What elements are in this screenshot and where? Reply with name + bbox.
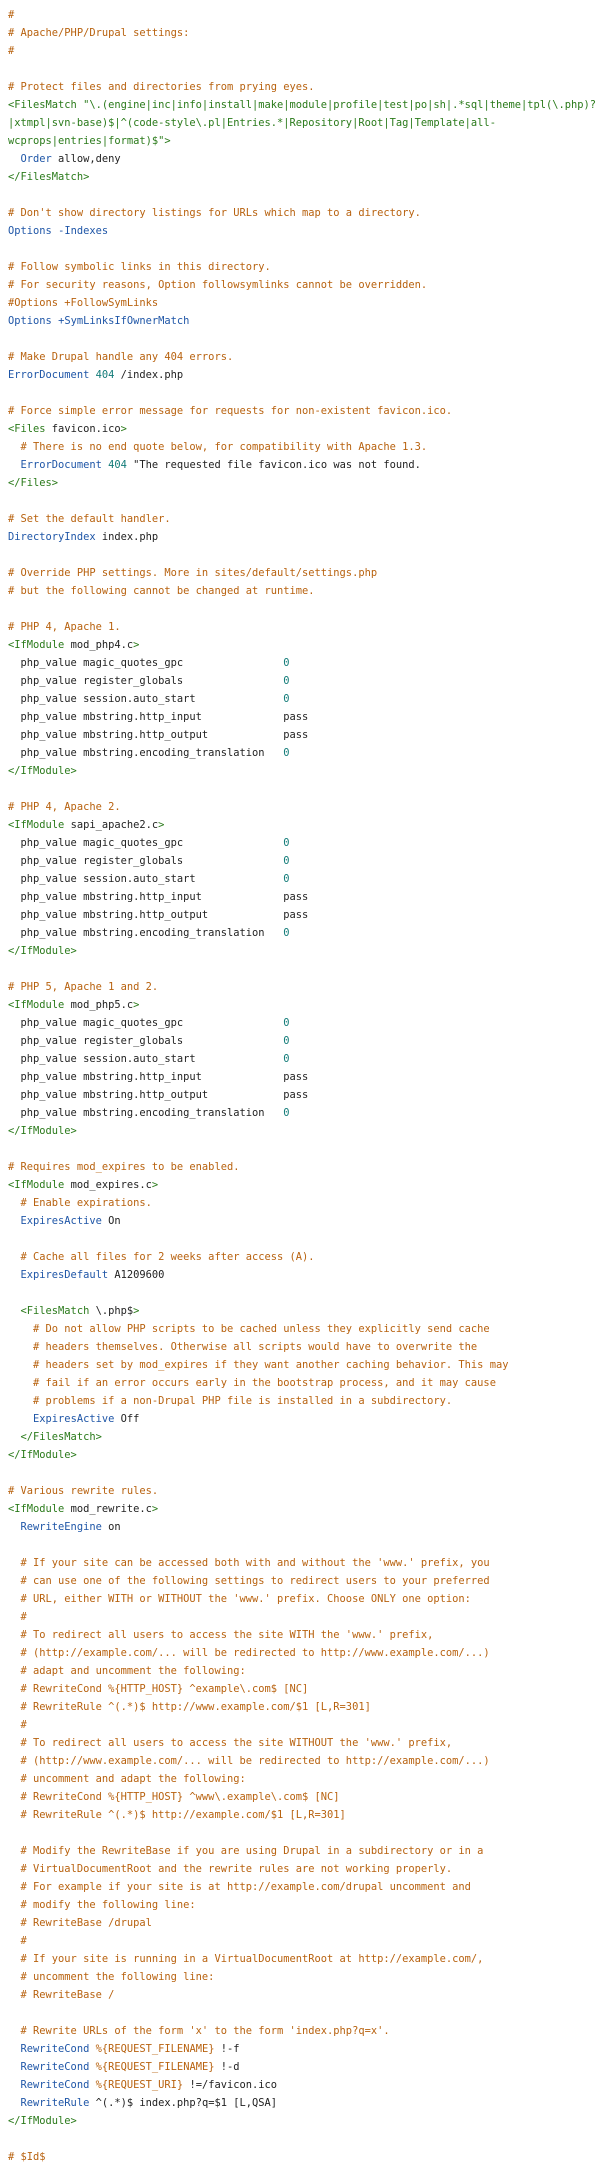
- number-token: 404: [108, 459, 127, 471]
- code-line: [8, 150, 592, 168]
- code-line: [8, 1878, 592, 1896]
- text-token: mod_php4.c: [64, 639, 134, 651]
- text-token: [8, 1269, 21, 1281]
- code-line: [8, 1266, 592, 1284]
- code-line: [8, 1050, 592, 1068]
- code-line: [8, 384, 592, 402]
- tag-token: >: [133, 639, 140, 651]
- code-line: [8, 1392, 592, 1410]
- code-line: [8, 2076, 592, 2094]
- code-line: [8, 1788, 592, 1806]
- code-line: [8, 690, 592, 708]
- code-line: [8, 78, 592, 96]
- text-token: on: [101, 1521, 121, 1533]
- comment-token: # Requires mod_expires to be enabled.: [8, 1161, 240, 1173]
- comment-token: # PHP 5, Apache 1 and 2.: [8, 981, 159, 993]
- comment-token: # Force simple error message for requests for non-existent favicon.ico.: [8, 405, 453, 417]
- text-token: index.php: [95, 531, 159, 543]
- text-token: [8, 2079, 21, 2091]
- comment-token: # PHP 4, Apache 2.: [8, 801, 121, 813]
- code-line: [8, 726, 592, 744]
- comment-token: # problems if a non-Drupal PHP file is installed in a subdirectory.: [8, 1395, 453, 1407]
- comment-token: # VirtualDocumentRoot and the rewrite rules are not working properly.: [8, 1863, 453, 1875]
- code-line: [8, 618, 592, 636]
- code-line: [8, 1374, 592, 1392]
- code-line: [8, 1680, 592, 1698]
- code-line: [8, 1500, 592, 1518]
- number-token: 0: [283, 1107, 290, 1119]
- code-line: [8, 1194, 592, 1212]
- tag-token: >: [151, 1179, 159, 1191]
- comment-token: # Don't show directory listings for URLs which map to a directory.: [8, 207, 421, 219]
- tag-token: "\.(engine|inc|info|install|make|module|profile|test|po|sh|.*sql|theme|tpl(\.php)?: [83, 99, 597, 111]
- comment-token: # but the following cannot be changed at runtime.: [8, 585, 315, 597]
- text-token: "The requested file favicon.ico was not found.: [126, 459, 421, 471]
- code-line: [8, 1284, 592, 1302]
- text-token: mod_rewrite.c: [64, 1503, 152, 1515]
- code-line: [8, 672, 592, 690]
- comment-token: # uncomment the following line:: [8, 1971, 215, 1983]
- code-line: [8, 492, 592, 510]
- comment-token: # headers themselves. Otherwise all scripts would have to overwrite the: [8, 1341, 478, 1353]
- tag-token: </IfModule>: [8, 1125, 77, 1137]
- keyword-token: RewriteCond: [20, 2061, 90, 2073]
- code-line: [8, 1446, 592, 1464]
- code-line: [8, 546, 592, 564]
- code-line: [8, 1212, 592, 1230]
- code-line: [8, 1086, 592, 1104]
- code-line: [8, 240, 592, 258]
- code-line: [8, 780, 592, 798]
- code-line: [8, 762, 592, 780]
- tag-token: <FilesMatch: [8, 99, 84, 111]
- tag-token: <FilesMatch: [20, 1305, 90, 1317]
- code-line: [8, 1032, 592, 1050]
- text-token: php_value session.auto_start: [8, 693, 284, 705]
- text-token: Off: [114, 1413, 140, 1425]
- text-token: !-d: [214, 2061, 240, 2073]
- code-line: [8, 600, 592, 618]
- keyword-token: RewriteCond: [20, 2043, 90, 2055]
- comment-token: # Set the default handler.: [8, 513, 171, 525]
- code-line: [8, 1140, 592, 1158]
- text-token: php_value mbstring.http_input pass: [8, 1071, 309, 1083]
- comment-token: # uncomment and adapt the following:: [8, 1773, 246, 1785]
- comment-token: #: [8, 1935, 27, 1947]
- comment-token: # can use one of the following settings to redirect users to your preferred: [8, 1575, 490, 1587]
- code-line: [8, 798, 592, 816]
- comment-token: # Cache all files for 2 weeks after access (A).: [8, 1251, 315, 1263]
- tag-token: </Files>: [8, 477, 59, 489]
- code-line: [8, 42, 592, 60]
- code-line: [8, 1914, 592, 1932]
- tag-token: </FilesMatch>: [20, 1431, 102, 1443]
- code-line: [8, 960, 592, 978]
- code-line: [8, 1248, 592, 1266]
- code-line: [8, 1932, 592, 1950]
- code-line: [8, 312, 592, 330]
- comment-token: # headers set by mod_expires if they want another caching behavior. This may: [8, 1359, 509, 1371]
- keyword-token: RewriteCond: [20, 2079, 90, 2091]
- comment-token: # Modify the RewriteBase if you are using Drupal in a subdirectory or in a: [8, 1845, 484, 1857]
- text-token: php_value mbstring.encoding_translation: [8, 747, 284, 759]
- comment-token: # modify the following line:: [8, 1899, 196, 1911]
- number-token: 0: [283, 873, 290, 885]
- text-token: [8, 1413, 33, 1425]
- code-line: [8, 96, 597, 114]
- code-line: [8, 654, 592, 672]
- code-line: [8, 1356, 592, 1374]
- code-line: [8, 1410, 592, 1428]
- tag-token: wcprops|entries|format)$">: [8, 135, 171, 147]
- comment-token: # Do not allow PHP scripts to be cached unless they explicitly send cache: [8, 1323, 490, 1335]
- text-token: php_value mbstring.http_output pass: [8, 1089, 309, 1101]
- comment-token: # RewriteRule ^(.*)$ http://example.com/$1 [L,R=301]: [8, 1809, 346, 1821]
- code-line: [8, 1230, 592, 1248]
- code-line: [8, 330, 592, 348]
- code-line: [8, 1158, 592, 1176]
- code-line: [8, 978, 592, 996]
- text-token: php_value magic_quotes_gpc: [8, 657, 284, 669]
- comment-token: # There is no end quote below, for compatibility with Apache 1.3.: [8, 441, 428, 453]
- keyword-token: ErrorDocument: [20, 459, 102, 471]
- tag-token: <Files: [8, 423, 46, 435]
- code-line: [8, 1752, 592, 1770]
- number-token: 0: [283, 657, 290, 669]
- code-line: [8, 528, 592, 546]
- text-token: php_value session.auto_start: [8, 873, 284, 885]
- keyword-token: Order: [20, 153, 52, 165]
- code-line: [8, 114, 592, 132]
- code-line: [8, 1968, 592, 1986]
- text-token: ^(.*)$ index.php?q=$1 [L,QSA]: [89, 2097, 278, 2109]
- code-line: [8, 510, 592, 528]
- code-line: [8, 1716, 592, 1734]
- tag-token: <IfModule: [8, 819, 65, 831]
- number-token: 0: [283, 1035, 290, 1047]
- text-token: [8, 1215, 21, 1227]
- comment-token: %{REQUEST_FILENAME}: [95, 2043, 215, 2055]
- code-line: [8, 1950, 592, 1968]
- text-token: [8, 2043, 21, 2055]
- number-token: 0: [283, 1017, 290, 1029]
- tag-token: </FilesMatch>: [8, 171, 90, 183]
- code-line: [8, 1122, 592, 1140]
- text-token: php_value mbstring.http_output pass: [8, 729, 309, 741]
- number-token: 0: [283, 837, 290, 849]
- comment-token: #: [8, 1611, 27, 1623]
- text-token: php_value mbstring.encoding_translation: [8, 927, 284, 939]
- tag-token: <IfModule: [8, 639, 65, 651]
- comment-token: # $Id$: [8, 2151, 46, 2163]
- code-line: [8, 402, 592, 420]
- text-token: php_value mbstring.http_input pass: [8, 711, 309, 723]
- comment-token: # adapt and uncomment the following:: [8, 1665, 246, 1677]
- comment-token: # For security reasons, Option followsymlinks cannot be overridden.: [8, 279, 428, 291]
- text-token: [8, 459, 21, 471]
- keyword-token: +SymLinksIfOwnerMatch: [58, 315, 190, 327]
- comment-token: # To redirect all users to access the site WITHOUT the 'www.' prefix,: [8, 1737, 453, 1749]
- comment-token: %{REQUEST_FILENAME}: [95, 2061, 215, 2073]
- text-token: [8, 153, 21, 165]
- tag-token: </IfModule>: [8, 765, 77, 777]
- text-token: [8, 2097, 21, 2109]
- number-token: 0: [283, 693, 290, 705]
- comment-token: # Make Drupal handle any 404 errors.: [8, 351, 234, 363]
- comment-token: # RewriteBase /drupal: [8, 1917, 152, 1929]
- code-line: [8, 1644, 592, 1662]
- code-line: [8, 1482, 592, 1500]
- code-line: [8, 1176, 592, 1194]
- keyword-token: ExpiresActive: [20, 1215, 102, 1227]
- code-line: [8, 1536, 592, 1554]
- text-token: On: [101, 1215, 121, 1227]
- code-line: [8, 204, 592, 222]
- code-line: [8, 258, 592, 276]
- text-token: php_value magic_quotes_gpc: [8, 837, 284, 849]
- code-line: [8, 1320, 592, 1338]
- text-token: /index.php: [114, 369, 184, 381]
- tag-token: </IfModule>: [8, 2115, 77, 2127]
- comment-token: # Enable expirations.: [8, 1197, 152, 1209]
- text-token: [8, 1521, 21, 1533]
- code-line: [8, 222, 592, 240]
- code-line: [8, 834, 592, 852]
- code-line: [8, 168, 592, 186]
- tag-token: <IfModule: [8, 1179, 65, 1191]
- code-line: [8, 2094, 592, 2112]
- comment-token: # PHP 4, Apache 1.: [8, 621, 121, 633]
- code-line: [8, 744, 592, 762]
- code-line: [8, 1014, 592, 1032]
- comment-token: # (http://www.example.com/... will be redirected to http://example.com/...): [8, 1755, 490, 1767]
- text-token: mod_php5.c: [64, 999, 134, 1011]
- comment-token: # Follow symbolic links in this directory.: [8, 261, 271, 273]
- number-token: 0: [283, 747, 290, 759]
- code-line: [8, 1842, 592, 1860]
- comment-token: # URL, either WITH or WITHOUT the 'www.' prefix. Choose ONLY one option:: [8, 1593, 471, 1605]
- comment-token: # For example if your site is at http://example.com/drupal uncomment and: [8, 1881, 471, 1893]
- comment-token: # RewriteCond %{HTTP_HOST} ^www\.example\.com$ [NC]: [8, 1791, 340, 1803]
- code-line: [8, 996, 592, 1014]
- code-line: [8, 294, 592, 312]
- code-line: [8, 276, 592, 294]
- code-line: [8, 1104, 592, 1122]
- code-line: [8, 870, 592, 888]
- tag-token: </IfModule>: [8, 1449, 77, 1461]
- comment-token: # fail if an error occurs early in the bootstrap process, and it may cause: [8, 1377, 496, 1389]
- tag-token: >: [133, 1305, 140, 1317]
- text-token: php_value mbstring.http_output pass: [8, 909, 309, 921]
- tag-token: |xtmpl|svn-base)$|^(code-style\.pl|Entries.*|Repository|Root|Tag|Template|all-: [8, 117, 496, 129]
- keyword-token: Options: [8, 225, 52, 237]
- code-line: [8, 2022, 592, 2040]
- comment-token: # To redirect all users to access the site WITH the 'www.' prefix,: [8, 1629, 434, 1641]
- code-line: [8, 474, 592, 492]
- code-line: [8, 2130, 592, 2148]
- code-line: [8, 1068, 592, 1086]
- comment-token: %{REQUEST_URI}: [95, 2079, 184, 2091]
- tag-token: >: [133, 999, 140, 1011]
- text-token: sapi_apache2.c: [64, 819, 159, 831]
- comment-token: # If your site is running in a VirtualDocumentRoot at http://example.com/,: [8, 1953, 484, 1965]
- keyword-token: Options: [8, 315, 52, 327]
- comment-token: # Various rewrite rules.: [8, 1485, 159, 1497]
- tag-token: <IfModule: [8, 999, 65, 1011]
- text-token: [8, 1305, 21, 1317]
- comment-token: # Override PHP settings. More in sites/default/settings.php: [8, 567, 378, 579]
- code-line: [8, 1698, 592, 1716]
- number-token: 0: [283, 675, 290, 687]
- text-token: php_value register_globals: [8, 675, 284, 687]
- comment-token: # Rewrite URLs of the form 'x' to the form 'index.php?q=x'.: [8, 2025, 390, 2037]
- code-line: [8, 1338, 592, 1356]
- text-token: php_value register_globals: [8, 1035, 284, 1047]
- comment-token: # Apache/PHP/Drupal settings:: [8, 27, 190, 39]
- keyword-token: -Indexes: [58, 225, 109, 237]
- text-token: \.php$: [89, 1305, 134, 1317]
- tag-token: >: [151, 1503, 159, 1515]
- code-line: [8, 6, 592, 24]
- code-line: [8, 2040, 592, 2058]
- code-line: [8, 1860, 592, 1878]
- comment-token: # (http://example.com/... will be redirected to http://www.example.com/...): [8, 1647, 490, 1659]
- code-line: [8, 1302, 592, 1320]
- text-token: !=/favicon.ico: [183, 2079, 278, 2091]
- comment-token: # If your site can be accessed both with and without the 'www.' prefix, you: [8, 1557, 490, 1569]
- text-token: php_value register_globals: [8, 855, 284, 867]
- code-line: [8, 564, 592, 582]
- code-line: [8, 438, 592, 456]
- code-line: [8, 1770, 592, 1788]
- code-line: [8, 1554, 592, 1572]
- code-line: [8, 924, 592, 942]
- code-line: [8, 1662, 592, 1680]
- code-line: [8, 132, 592, 150]
- code-line: [8, 1824, 592, 1842]
- comment-token: #Options +FollowSymLinks: [8, 297, 159, 309]
- number-token: 404: [95, 369, 115, 381]
- code-line: [8, 366, 592, 384]
- keyword-token: ExpiresActive: [33, 1413, 115, 1425]
- code-line: [8, 1428, 592, 1446]
- code-line: [8, 456, 592, 474]
- code-line: [8, 1806, 592, 1824]
- code-line: [8, 60, 592, 78]
- code-line: [8, 24, 592, 42]
- tag-token: >: [158, 819, 165, 831]
- text-token: [8, 2061, 21, 2073]
- tag-token: <IfModule: [8, 1503, 65, 1515]
- comment-token: #: [8, 9, 15, 21]
- text-token: [8, 1431, 21, 1443]
- code-line: [8, 906, 592, 924]
- code-line: [8, 1572, 592, 1590]
- code-line: [8, 2004, 592, 2022]
- text-token: php_value session.auto_start: [8, 1053, 284, 1065]
- text-token: php_value mbstring.http_input pass: [8, 891, 309, 903]
- code-line: [8, 2112, 592, 2130]
- tag-token: >: [120, 423, 127, 435]
- code-line: [8, 1734, 592, 1752]
- tag-token: </IfModule>: [8, 945, 77, 957]
- text-token: mod_expires.c: [64, 1179, 152, 1191]
- code-line: [8, 888, 592, 906]
- code-line: [8, 2148, 592, 2166]
- code-line: [8, 1464, 592, 1482]
- text-token: favicon.ico: [45, 423, 121, 435]
- code-line: [8, 852, 592, 870]
- comment-token: #: [8, 1719, 27, 1731]
- keyword-token: ExpiresDefault: [20, 1269, 109, 1281]
- comment-token: # RewriteRule ^(.*)$ http://www.example.com/$1 [L,R=301]: [8, 1701, 371, 1713]
- code-line: [8, 582, 592, 600]
- code-line: [8, 636, 592, 654]
- number-token: 0: [283, 927, 290, 939]
- keyword-token: RewriteEngine: [20, 1521, 102, 1533]
- number-token: 0: [283, 1053, 290, 1065]
- code-line: [8, 1590, 592, 1608]
- code-line: [8, 348, 592, 366]
- text-token: !-f: [214, 2043, 240, 2055]
- text-token: allow,deny: [51, 153, 121, 165]
- text-token: php_value magic_quotes_gpc: [8, 1017, 284, 1029]
- comment-token: # RewriteCond %{HTTP_HOST} ^example\.com$ [NC]: [8, 1683, 309, 1695]
- code-line: [8, 1896, 592, 1914]
- keyword-token: RewriteRule: [20, 2097, 90, 2109]
- code-line: [8, 816, 592, 834]
- number-token: 0: [283, 855, 290, 867]
- code-line: [8, 1626, 592, 1644]
- code-line: [8, 1986, 592, 2004]
- keyword-token: DirectoryIndex: [8, 531, 96, 543]
- text-token: php_value mbstring.encoding_translation: [8, 1107, 284, 1119]
- code-line: [8, 186, 592, 204]
- code-line: [8, 942, 592, 960]
- code-line: [8, 1518, 592, 1536]
- code-line: [8, 708, 592, 726]
- comment-token: # RewriteBase /: [8, 1989, 115, 2001]
- code-line: [8, 1608, 592, 1626]
- comment-token: #: [8, 45, 15, 57]
- code-line: [8, 2058, 592, 2076]
- keyword-token: ErrorDocument: [8, 369, 90, 381]
- code-line: [8, 420, 592, 438]
- comment-token: # Protect files and directories from prying eyes.: [8, 81, 315, 93]
- text-token: A1209600: [108, 1269, 165, 1281]
